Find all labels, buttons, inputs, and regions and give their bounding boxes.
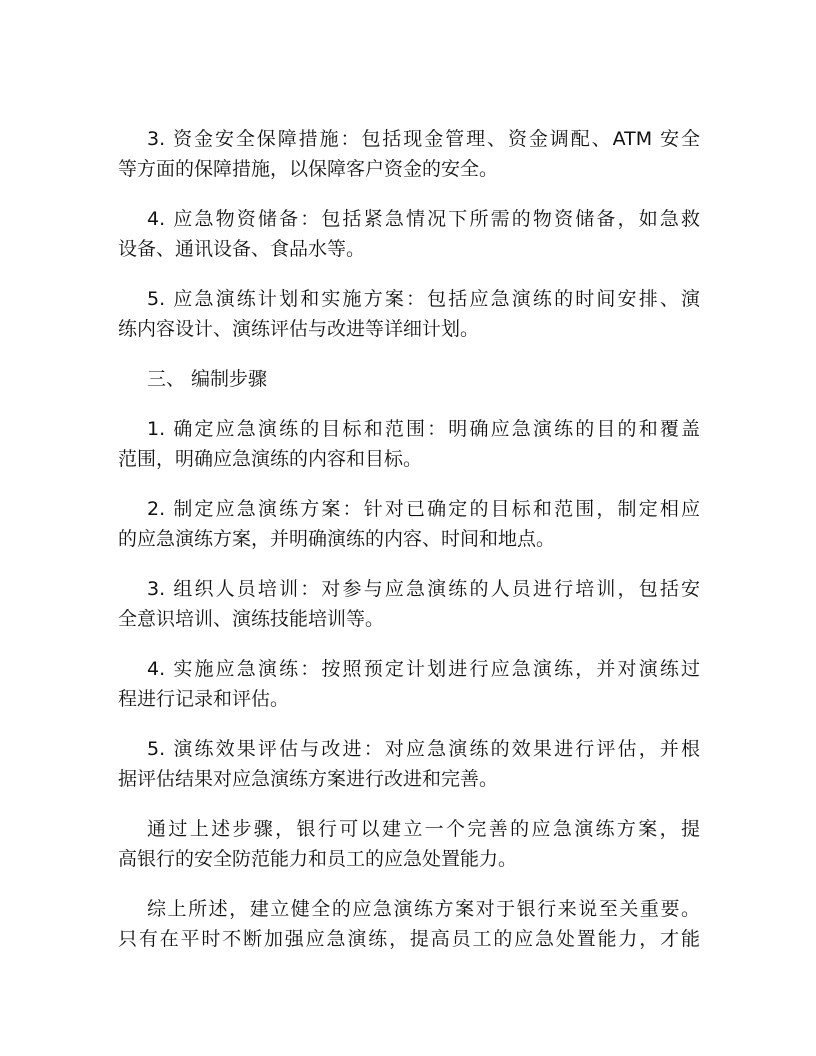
text-line: 5. 应急演练计划和实施方案：包括应急演练的时间安排、演 — [147, 288, 700, 310]
text-line: 1. 确定应急演练的目标和范围：明确应急演练的目的和覆盖 — [147, 418, 700, 440]
paragraph-step-3 — [118, 574, 700, 634]
paragraph-step-1 — [118, 414, 700, 474]
text-line: 综上所述，建立健全的应急演练方案对于银行来说至关重要。 — [147, 898, 700, 920]
paragraph-funds-security — [118, 124, 700, 184]
document-page — [118, 124, 700, 974]
paragraph-step-4 — [118, 654, 700, 714]
text-line: 全意识培训、演练技能培训等。 — [118, 608, 385, 630]
paragraph-drill-plan — [118, 284, 700, 344]
text-line: 2. 制定应急演练方案：针对已确定的目标和范围，制定相应 — [147, 498, 700, 520]
paragraph-step-2 — [118, 494, 700, 554]
text-line: 通过上述步骤，银行可以建立一个完善的应急演练方案，提 — [147, 818, 700, 840]
paragraph-summary — [118, 814, 700, 874]
heading-text: 三、 编制步骤 — [147, 368, 268, 390]
text-line: 3. 组织人员培训：对参与应急演练的人员进行培训，包括安 — [147, 578, 700, 600]
text-line: 4. 实施应急演练：按照预定计划进行应急演练，并对演练过 — [147, 658, 700, 680]
text-line: 范围，明确应急演练的内容和目标。 — [118, 448, 423, 470]
text-line: 3. 资金安全保障措施：包括现金管理、资金调配、ATM 安全 — [147, 128, 700, 150]
text-line: 只有在平时不断加强应急演练，提高员工的应急处置能力，才能 — [118, 928, 700, 950]
text-line: 设备、通讯设备、食品水等。 — [118, 238, 366, 260]
section-heading — [118, 364, 700, 394]
text-line: 5. 演练效果评估与改进：对应急演练的效果进行评估，并根 — [147, 738, 700, 760]
paragraph-step-5 — [118, 734, 700, 794]
paragraph-emergency-supplies — [118, 204, 700, 264]
text-line: 据评估结果对应急演练方案进行改进和完善。 — [118, 768, 499, 790]
text-line: 练内容设计、演练评估与改进等详细计划。 — [118, 318, 480, 340]
text-line: 等方面的保障措施，以保障客户资金的安全。 — [118, 158, 499, 180]
text-line: 高银行的安全防范能力和员工的应急处置能力。 — [118, 848, 518, 870]
text-line: 的应急演练方案，并明确演练的内容、时间和地点。 — [118, 528, 556, 550]
text-line: 4. 应急物资储备：包括紧急情况下所需的物资储备，如急救 — [147, 208, 700, 230]
paragraph-conclusion — [118, 894, 700, 954]
text-line: 程进行记录和评估。 — [118, 688, 290, 710]
